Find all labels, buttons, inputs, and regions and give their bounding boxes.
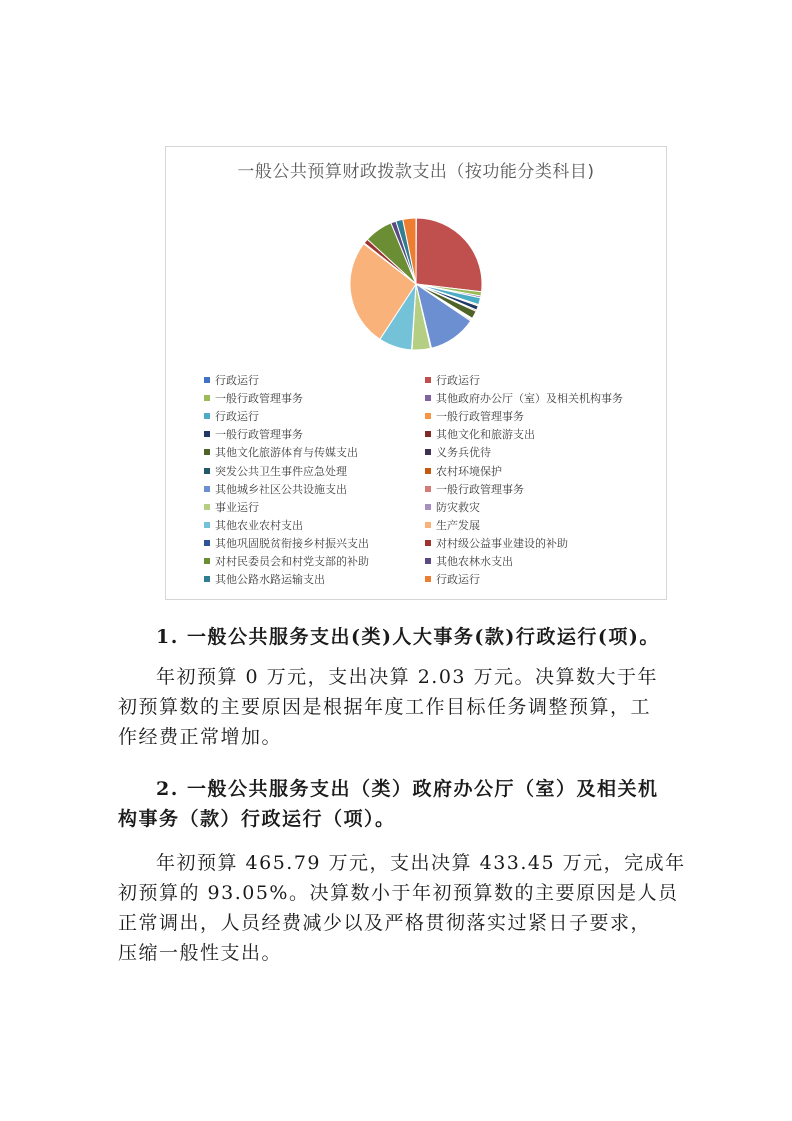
legend-label: 农村环境保护 (436, 464, 502, 478)
text-line: 构事务（款）行政运行（项）。 (118, 808, 396, 830)
legend-swatch (425, 449, 431, 455)
legend-swatch (425, 504, 431, 510)
pie-chart (165, 146, 667, 600)
legend-label: 行政运行 (215, 374, 259, 388)
legend-item (425, 389, 646, 407)
legend-label: 一般行政管理事务 (215, 428, 303, 442)
legend-swatch (204, 449, 210, 455)
text-line: 年初预算 0 万元，支出决算 2.03 万元。决算数大于年 (156, 666, 659, 688)
legend-item (204, 461, 425, 479)
legend-item (425, 480, 646, 498)
legend-item (425, 443, 646, 461)
text-line: 1. 一般公共服务支出(类)人大事务(款)行政运行(项)。 (156, 626, 660, 648)
text-line: 作经费正常增加。 (118, 726, 283, 748)
legend-item (204, 552, 425, 570)
legend-item (204, 480, 425, 498)
legend-swatch (425, 468, 431, 474)
legend-swatch (204, 395, 210, 401)
section-heading (118, 622, 678, 652)
legend-label: 一般行政管理事务 (215, 392, 303, 406)
legend-swatch (204, 576, 210, 582)
legend-label: 生产发展 (436, 518, 480, 532)
legend-swatch (204, 540, 210, 546)
chart-title: 一般公共预算财政拨款支出（按功能分类科目) (237, 162, 595, 182)
legend-label: 突发公共卫生事件应急处理 (215, 464, 347, 478)
legend-item (204, 425, 425, 443)
legend-item (425, 461, 646, 479)
legend-item (425, 552, 646, 570)
legend-label: 其他农林水支出 (436, 554, 513, 568)
legend-swatch (204, 468, 210, 474)
legend-label: 其他文化旅游体育与传媒支出 (215, 446, 358, 460)
legend-label: 对村级公益事业建设的补助 (436, 536, 568, 550)
legend-item (204, 498, 425, 516)
legend-label: 其他城乡社区公共设施支出 (215, 482, 347, 496)
body-paragraph (118, 848, 686, 968)
legend-swatch (425, 558, 431, 564)
legend-label: 其他农业农村支出 (215, 518, 303, 532)
text-line: 2. 一般公共服务支出（类）政府办公厅（室）及相关机 (156, 778, 659, 800)
legend-item (204, 443, 425, 461)
legend-item (425, 516, 646, 534)
legend-swatch (204, 504, 210, 510)
legend-label: 一般行政管理事务 (436, 410, 524, 424)
text-line: 压缩一般性支出。 (118, 942, 283, 964)
legend-swatch (425, 431, 431, 437)
legend-swatch (204, 413, 210, 419)
legend-label: 其他公路水路运输支出 (215, 573, 325, 587)
legend-swatch (425, 413, 431, 419)
legend-swatch (204, 522, 210, 528)
text-line: 初预算的 93.05%。决算数小于年初预算数的主要原因是人员 (118, 882, 679, 904)
legend-swatch (204, 486, 210, 492)
legend-item (204, 570, 425, 588)
legend-swatch (204, 431, 210, 437)
legend-item (204, 516, 425, 534)
text-line: 正常调出，人员经费减少以及严格贯彻落实过紧日子要求， (118, 912, 652, 934)
legend-item (425, 371, 646, 389)
legend-label: 行政运行 (436, 573, 480, 587)
legend-label: 行政运行 (436, 374, 480, 388)
legend-item (204, 534, 425, 552)
legend-item (204, 407, 425, 425)
legend-swatch (425, 377, 431, 383)
pie-plot (166, 147, 666, 377)
text-line: 初预算数的主要原因是根据年度工作目标任务调整预算，工 (118, 696, 652, 718)
legend-item (425, 498, 646, 516)
legend-item (425, 425, 646, 443)
legend-swatch (425, 576, 431, 582)
legend-item (425, 534, 646, 552)
legend-item (204, 371, 425, 389)
legend-label: 其他政府办公厅（室）及相关机构事务 (436, 392, 623, 406)
legend-label: 义务兵优待 (436, 446, 491, 460)
section-heading (118, 774, 678, 834)
legend-swatch (425, 522, 431, 528)
legend-swatch (425, 395, 431, 401)
legend-label: 其他巩固脱贫衔接乡村振兴支出 (215, 536, 369, 550)
legend-swatch (425, 486, 431, 492)
legend-item (204, 389, 425, 407)
legend-item (425, 570, 646, 588)
pie-slice (416, 218, 482, 292)
text-line: 年初预算 465.79 万元，支出决算 433.45 万元，完成年 (156, 852, 686, 874)
legend-item (425, 407, 646, 425)
legend-label: 防灾救灾 (436, 500, 480, 514)
legend-swatch (204, 558, 210, 564)
legend-label: 行政运行 (215, 410, 259, 424)
legend-label: 事业运行 (215, 500, 259, 514)
body-paragraph (118, 662, 678, 752)
legend-label: 其他文化和旅游支出 (436, 428, 535, 442)
legend-label: 一般行政管理事务 (436, 482, 524, 496)
legend-label: 对村民委员会和村党支部的补助 (215, 554, 369, 568)
legend-swatch (425, 540, 431, 546)
legend-swatch (204, 377, 210, 383)
chart-legend (204, 371, 654, 588)
